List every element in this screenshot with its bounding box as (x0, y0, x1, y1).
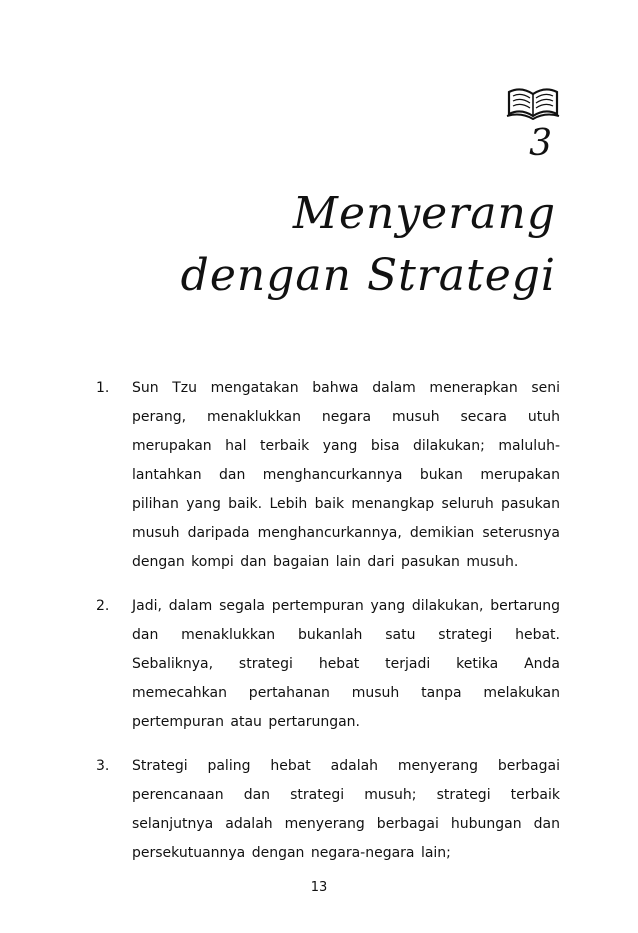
item-number: 2. (96, 598, 110, 614)
page-number: 13 (310, 880, 328, 895)
item-text: Sun Tzu mengatakan bahwa dalam menerapkan seni perang, menaklukkan negara musuh secara utuh merupakan hal terbaik yang bisa dilakukan; maluluh-lantahkan dan menghancurkannya bukan merupakan pilihan yang baik. Lebih baik menangkap seluruh pasukan musuh daripada menghancurkannya, demikian seterusnya dengan kompi dan bagaian lain dari pasukan musuh. (132, 380, 560, 570)
list-item (96, 374, 560, 577)
item-text: Strategi paling hebat adalah menyerang berbagai perencanaan dan strategi musuh; strategi terbaik selanjutnya adalah menyerang berbagai hubungan dan persekutuannya dengan negara-negara lain; (132, 758, 560, 861)
item-number: 1. (96, 380, 110, 396)
book-icon (506, 86, 560, 120)
item-number: 3. (96, 758, 110, 774)
list-item (96, 752, 560, 868)
chapter-number: 3 (529, 123, 552, 164)
numbered-list (96, 374, 560, 883)
list-item (96, 592, 560, 737)
chapter-title-line-1: Menyerang (292, 188, 556, 239)
item-text: Jadi, dalam segala pertempuran yang dilakukan, bertarung dan menaklukkan bukanlah satu strategi hebat. Sebaliknya, strategi hebat terjadi ketika Anda memecahkan pertahanan musuh tanpa melakukan pertempuran atau pertarungan. (132, 598, 560, 730)
chapter-title-line-2: dengan Strategi (180, 250, 556, 301)
